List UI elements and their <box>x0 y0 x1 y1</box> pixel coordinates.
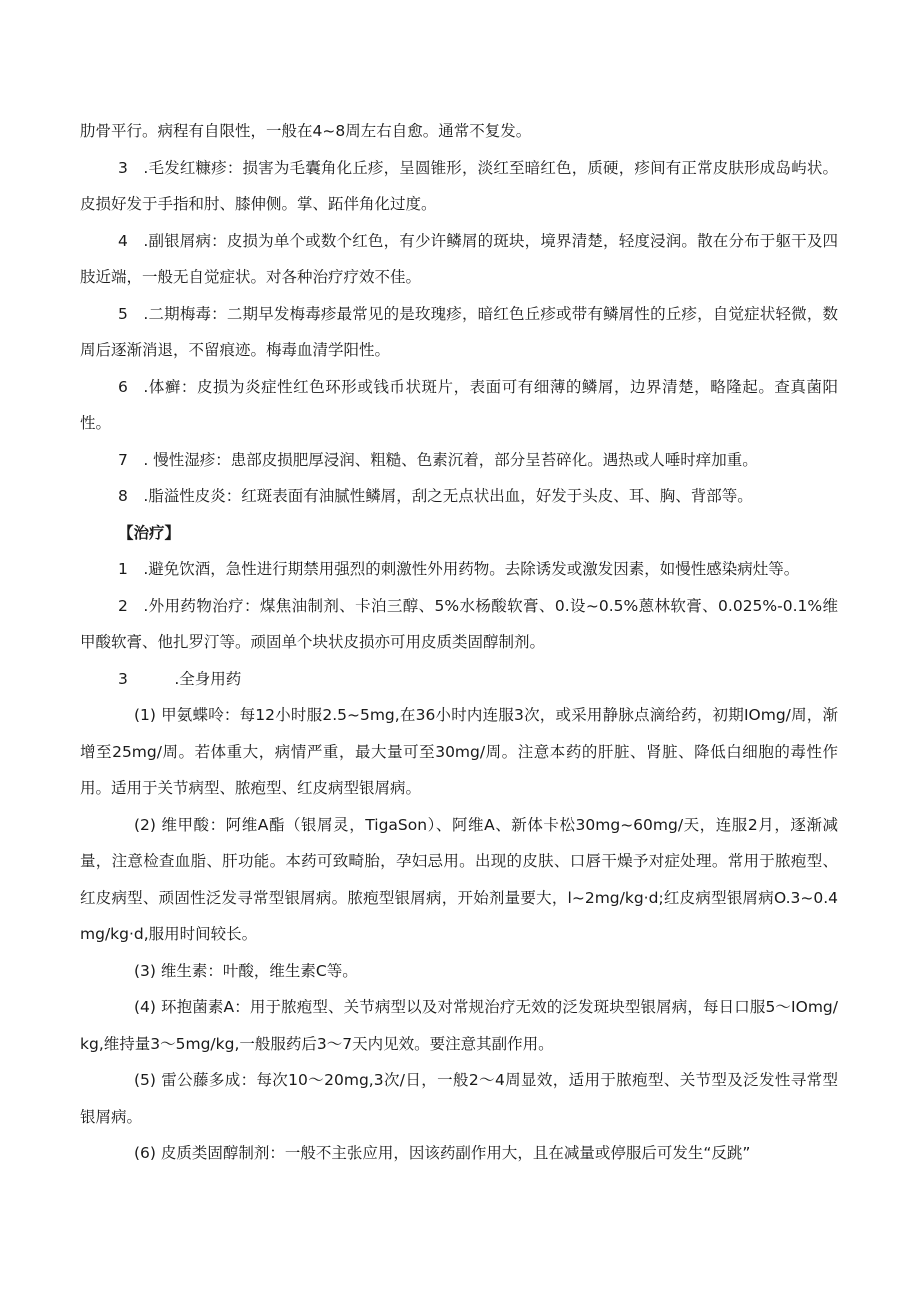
document-page <box>80 113 838 1172</box>
item-chronic-eczema: 7 . 慢性湿疹：患部皮损肥厚浸润、粗糙、色素沉着，部分呈苔碎化。遇热或人唾时痒加重。 <box>118 450 758 469</box>
systemic-item-3: (3) 维生素：叶酸，维生素C等。 <box>134 961 358 980</box>
systemic-item-5: (5) 雷公藤多成：每次10〜20mg,3次/日，一般2〜4周显效，适用于脓疱型、关节型及泛发性寻常型银屑病。 <box>80 1071 838 1126</box>
treatment-item-1: 1 .避免饮酒，急性进行期禁用强烈的刺激性外用药物。去除诱发或激发因素，如慢性感染病灶等。 <box>118 560 800 578</box>
systemic-item-1: (1) 甲氨蝶呤：每12小时服2.5~5mg,在36小时内连服3次，或采用静脉点滴给药，初期IOmg/周，渐增至25mg/周。若体重大，病情严重，最大量可至30mg/周。注意本药的肝脏、肾脏、降低白细胞的毒性作用。适用于关节病型、脓疱型、红皮病型银屑病。 <box>80 706 838 797</box>
item-seborrheic-dermatitis: 8 .脂溢性皮炎：红斑表面有油腻性鳞屑，刮之无点状出血，好发于头皮、耳、胸、背部等。 <box>118 487 753 505</box>
item-parapsoriasis: 4 .副银屑病：皮损为单个或数个红色，有少许鳞屑的斑块，境界清楚，轻度浸润。散在分布于躯干及四肢近端，一般无自觉症状。对各种治疗疗效不佳。 <box>80 231 838 286</box>
treatment-item-2: 2 .外用药物治疗：煤焦油制剂、卡泊三醇、5%水杨酸软膏、0.设~0.5%蒽林软膏、0.025%-0.1%维甲酸软膏、他扎罗汀等。顽固单个块状皮损亦可用皮质类固醇制剂。 <box>80 596 838 651</box>
systemic-item-2: (2) 维甲酸：阿维A酯（银屑灵，TigaSon）、阿维A、新体卡松30mg~60mg/天，连服2月，逐渐减量，注意检查血脂、肝功能。本药可致畸胎，孕妇忌用。出现的皮肤、口唇干燥予对症处理。常用于脓疱型、红皮病型、顽固性泛发寻常型银屑病。脓疱型银屑病，开始剂量要大，l~2mg/kg·d;红皮病型银屑病O.3~0.4mg/kg·d,服用时间较长。 <box>80 815 838 943</box>
paragraph-continuation: 肋骨平行。病程有自限性，一般在4~8周左右自愈。通常不复发。 <box>80 122 532 140</box>
item-pityriasis-rubra-pilaris: 3 .毛发红糠疹：损害为毛囊角化丘疹，呈圆锥形，淡红至暗红色，质硬，疹间有正常皮肤形成岛屿状。皮损好发于手指和肘、膝伸侧。掌、跖伴角化过度。 <box>80 158 838 213</box>
item-tinea-corporis: 6 .体癣：皮损为炎症性红色环形或钱币状斑片，表面可有细薄的鳞屑，边界清楚，略隆起。查真菌阳性。 <box>80 377 838 432</box>
treatment-heading: 【治疗】 <box>118 523 181 542</box>
systemic-item-6: (6) 皮质类固醇制剂：一般不主张应用，因该药副作用大，且在减量或停服后可发生“反跳” <box>134 1144 751 1162</box>
item-secondary-syphilis: 5 .二期梅毒：二期早发梅毒疹最常见的是玫瑰疹，暗红色丘疹或带有鳞屑性的丘疹，自觉症状轻微，数周后逐渐消退，不留痕迹。梅毒血清学阳性。 <box>80 304 838 359</box>
treatment-item-3: 3 .全身用药 <box>118 669 242 688</box>
systemic-item-4: (4) 环抱菌素A：用于脓疱型、关节病型以及对常规治疗无效的泛发斑块型银屑病，每日口服5〜IOmg/kg,维持量3〜5mg/kg,一般服药后3〜7天内见效。要注意其副作用。 <box>80 998 838 1053</box>
